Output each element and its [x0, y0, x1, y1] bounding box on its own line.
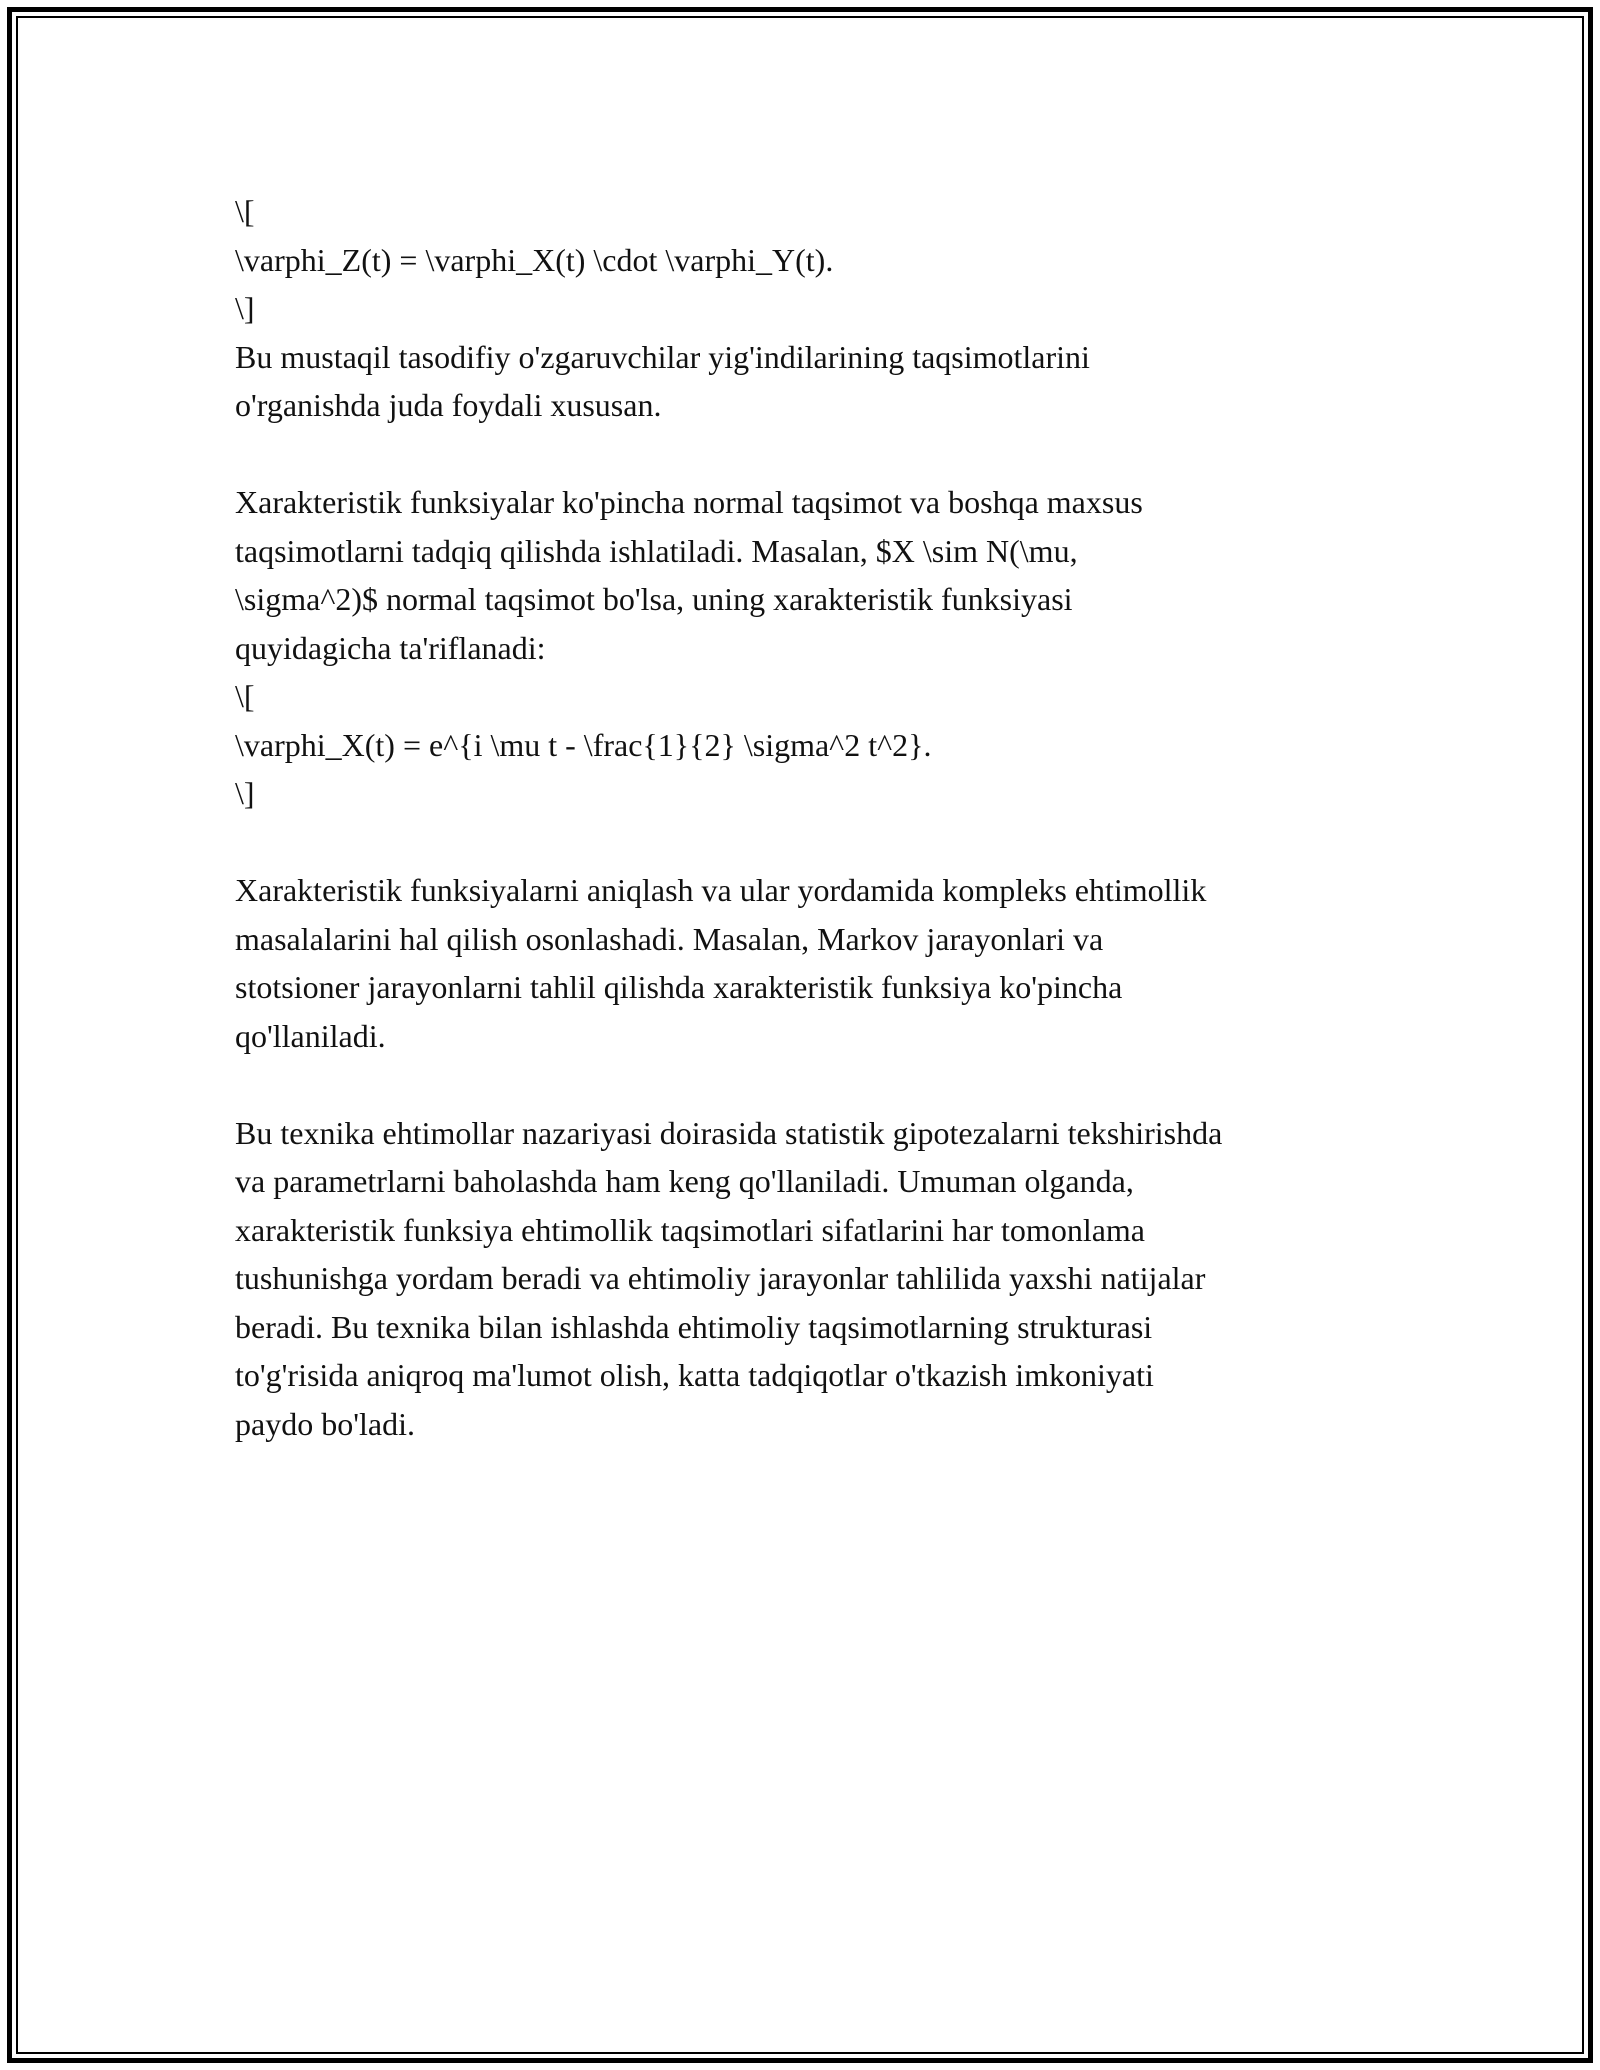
- text-line: tushunishga yordam beradi va ehtimoliy jarayonlar tahlilida yaxshi natijalar: [235, 1260, 1206, 1296]
- text-line: \varphi_X(t) = e^{i \mu t - \frac{1}{2} \sigma^2 t^2}.: [235, 726, 932, 763]
- paragraph-normal-distribution: [235, 478, 1385, 818]
- text-line: \sigma^2)$ normal taqsimot bo'lsa, uning xarakteristik funksiyasi: [235, 581, 1073, 617]
- text-line: xarakteristik funksiya ehtimollik taqsimotlari sifatlarini har tomonlama: [235, 1211, 1145, 1248]
- text-line: \[: [235, 678, 255, 714]
- paragraph-spacer: [235, 818, 1385, 867]
- text-line: \]: [235, 290, 255, 326]
- paragraph-applications: [235, 866, 1385, 1060]
- text-line: quyidagicha ta'riflanadi:: [235, 629, 546, 666]
- text-line: o'rganishda juda foydali xususan.: [235, 387, 662, 423]
- equation-block-product: [235, 187, 1385, 430]
- paragraph-conclusion: [235, 1109, 1385, 1449]
- text-line: masalalarini hal qilish osonlashadi. Masalan, Markov jarayonlari va: [235, 920, 1104, 957]
- text-line: \varphi_Z(t) = \varphi_X(t) \cdot \varphi_Y(t).: [235, 241, 834, 278]
- text-line: stotsioner jarayonlarni tahlil qilishda xarakteristik funksiya ko'pincha: [235, 969, 1123, 1005]
- text-line: qo'llaniladi.: [235, 1017, 386, 1054]
- text-line: va parametrlarni baholashda ham keng qo'llaniladi. Umuman olganda,: [235, 1163, 1134, 1199]
- text-line: to'g'risida aniqroq ma'lumot olish, katta tadqiqotlar o'tkazish imkoniyati: [235, 1357, 1154, 1393]
- text-line: Bu texnika ehtimollar nazariyasi doirasida statistik gipotezalarni tekshirishda: [235, 1114, 1223, 1151]
- text-line: \]: [235, 775, 255, 811]
- paragraph-spacer: [235, 1060, 1385, 1109]
- text-line: Bu mustaqil tasodifiy o'zgaruvchilar yig'indilarining taqsimotlarini: [235, 338, 1090, 375]
- document-body: [235, 187, 1385, 1448]
- text-line: Xarakteristik funksiyalarni aniqlash va ular yordamida kompleks ehtimollik: [235, 872, 1207, 908]
- text-line: \[: [235, 193, 255, 229]
- paragraph-spacer: [235, 430, 1385, 479]
- text-line: beradi. Bu texnika bilan ishlashda ehtimoliy taqsimotlarning strukturasi: [235, 1308, 1153, 1345]
- text-line: Xarakteristik funksiyalar ko'pincha normal taqsimot va boshqa maxsus: [235, 484, 1143, 520]
- text-line: paydo bo'ladi.: [235, 1405, 415, 1442]
- text-line: taqsimotlarni tadqiq qilishda ishlatiladi. Masalan, $X \sim N(\mu,: [235, 532, 1078, 569]
